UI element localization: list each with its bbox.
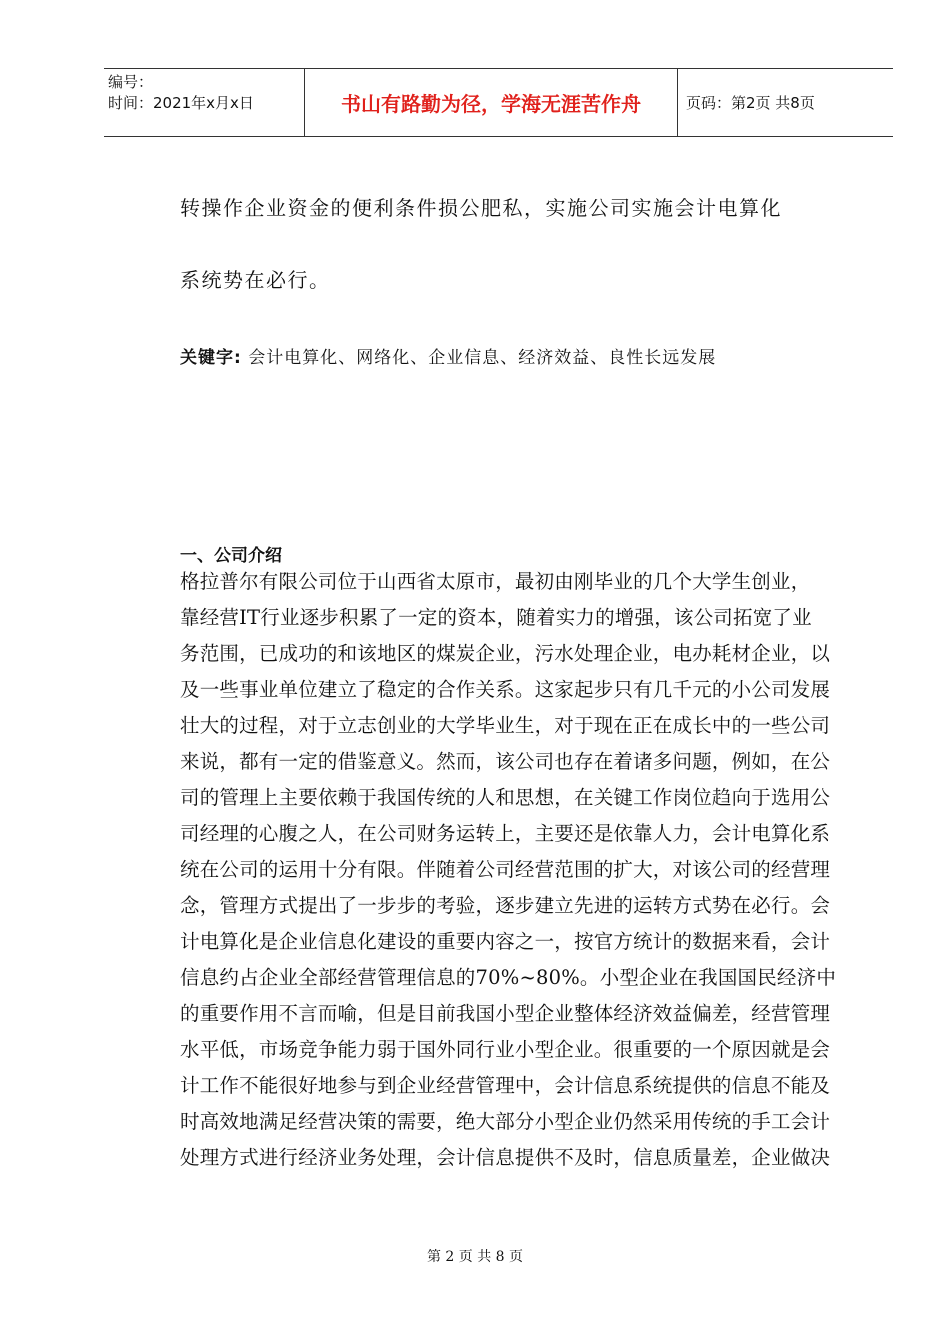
- paragraph-line: 处理方式进行经济业务处理，会计信息提供不及时，信息质量差，企业做决: [180, 1146, 831, 1169]
- paragraph-line: 统在公司的运用十分有限。伴随着公司经营范围的扩大，对该公司的经营理: [180, 858, 831, 881]
- paragraph-line: 计工作不能很好地参与到企业经营管理中，会计信息系统提供的信息不能及: [180, 1074, 831, 1097]
- paragraph-line: 司经理的心腹之人，在公司财务运转上，主要还是依靠人力，会计电算化系: [180, 822, 831, 845]
- header-page-info: 页码：第2页 共8页: [686, 94, 815, 112]
- header-table: [104, 68, 893, 137]
- paragraph-line: 时高效地满足经营决策的需要，绝大部分小型企业仍然采用传统的手工会计: [180, 1110, 831, 1133]
- abstract-line: 转操作企业资金的便利条件损公肥私，实施公司实施会计电算化: [180, 196, 782, 220]
- paragraph-line: 格拉普尔有限公司位于山西省太原市，最初由刚毕业的几个大学生创业，: [180, 570, 811, 593]
- header-meta: [104, 69, 304, 136]
- keywords-label: 关键字:: [180, 348, 242, 368]
- paragraph-line: 计电算化是企业信息化建设的重要内容之一，按官方统计的数据来看，会计: [180, 930, 831, 953]
- paragraph-line: 水平低，市场竞争能力弱于国外同行业小型企业。很重要的一个原因就是会: [180, 1038, 831, 1061]
- paragraph-line: 司的管理上主要依赖于我国传统的人和思想，在关键工作岗位趋向于选用公: [180, 786, 831, 809]
- paragraph-line: 念，管理方式提出了一步步的考验，逐步建立先进的运转方式势在必行。会: [180, 894, 831, 917]
- document-number-label: 编号：: [108, 73, 154, 91]
- paragraph-line: 信息约占企业全部经营管理信息的70%~80%。小型企业在我国国民经济中: [180, 966, 837, 989]
- paragraph-line: 靠经营IT行业逐步积累了一定的资本，随着实力的增强，该公司拓宽了业: [180, 606, 812, 629]
- keywords-text: 会计电算化、网络化、企业信息、经济效益、良性长远发展: [241, 348, 717, 368]
- abstract-line: 系统势在必行。: [180, 268, 331, 292]
- keywords: [180, 343, 716, 368]
- page-footer: 第 2 页 共 8 页: [426, 1249, 524, 1265]
- header-motto: 书山有路勤为径，学海无涯苦作舟: [304, 69, 678, 136]
- paragraph-line: 及一些事业单位建立了稳定的合作关系。这家起步只有几千元的小公司发展: [180, 678, 831, 701]
- section-title: 一、公司介绍: [180, 546, 282, 566]
- paragraph-line: 的重要作用不言而喻，但是目前我国小型企业整体经济效益偏差，经营管理: [180, 1002, 831, 1025]
- paragraph-line: 壮大的过程，对于立志创业的大学毕业生，对于现在正在成长中的一些公司: [180, 714, 831, 737]
- paragraph-line: 务范围，已成功的和该地区的煤炭企业，污水处理企业，电办耗材企业，以: [180, 642, 831, 665]
- document-time-label: 时间：2021年x月x日: [108, 94, 254, 112]
- paragraph-line: 来说，都有一定的借鉴意义。然而，该公司也存在着诸多问题，例如，在公: [180, 750, 831, 773]
